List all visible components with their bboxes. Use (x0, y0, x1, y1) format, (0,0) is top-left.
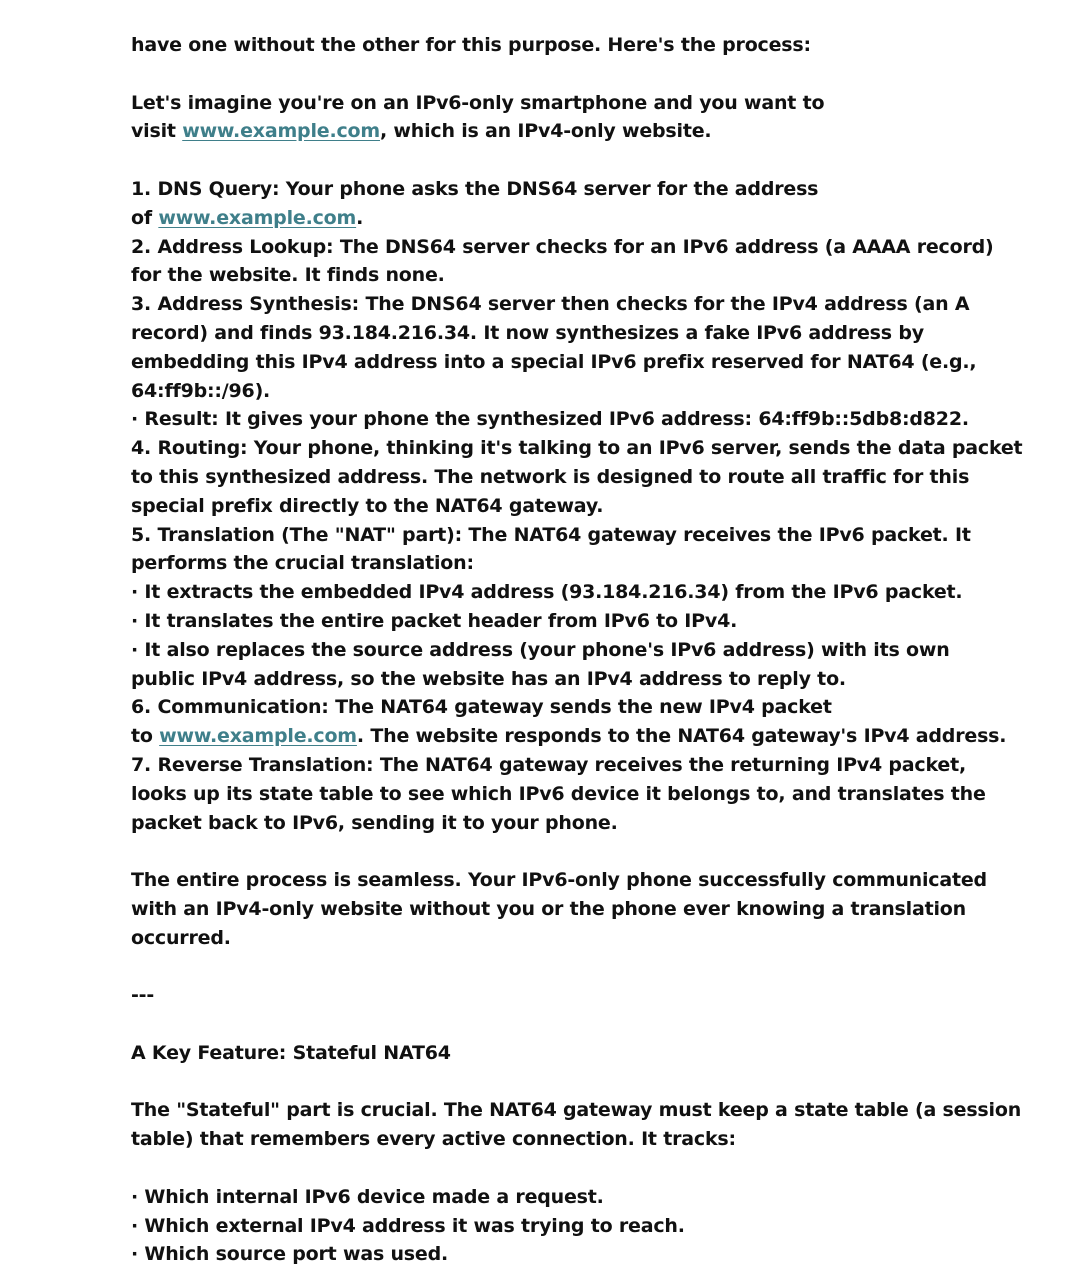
intro-line: have one without the other for this purpose. Here's the process: (131, 34, 811, 56)
step-5-bullet-2: · It translates the entire packet header from IPv6 to IPv4. (131, 609, 738, 632)
step-7-line-2: looks up its state table to see which IPv6 device it belongs to, and translates the (131, 782, 986, 805)
paragraph-gap (131, 837, 961, 866)
step-1-text-post: . (356, 206, 364, 229)
step-5-line-2: performs the crucial translation: (131, 552, 474, 575)
step-5-bullet-3-line-1: · It also replaces the source address (your phone's IPv6 address) with its own (131, 638, 950, 661)
scenario-line-2 (131, 117, 961, 146)
step-2-line-1: 2. Address Lookup: The DNS64 server checks for an IPv6 address (a AAAA record) (131, 235, 994, 258)
section-heading: A Key Feature: Stateful NAT64 (131, 1041, 451, 1064)
feature-paragraph-line-1: The "Stateful" part is crucial. The NAT64 gateway must keep a state table (a session (131, 1099, 1022, 1122)
step-5-bullet-3-line-2: public IPv4 address, so the website has an IPv4 address to reply to. (131, 667, 846, 690)
feature-bullet-2: · Which external IPv4 address it was trying to reach. (131, 1214, 685, 1237)
step-7-line-3: packet back to IPv6, sending it to your phone. (131, 811, 618, 834)
document-page (131, 31, 1023, 1269)
scenario-line-1: Let's imagine you're on an IPv6-only smartphone and you want to (131, 91, 825, 114)
step-5-bullet-1: · It extracts the embedded IPv4 address (93.184.216.34) from the IPv6 packet. (131, 581, 963, 604)
scenario-text-pre: visit (131, 120, 183, 143)
example-com-link[interactable]: www.example.com (182, 120, 380, 143)
step-6-line-2 (131, 722, 1007, 751)
feature-bullet-1: · Which internal IPv6 device made a request. (131, 1185, 604, 1208)
paragraph-gap (131, 953, 961, 982)
example-com-link[interactable]: www.example.com (159, 725, 357, 748)
scenario-text-post: , which is an IPv4-only website. (379, 120, 712, 143)
step-3-line-2: record) and finds 93.184.216.34. It now synthesizes a fake IPv6 address by (131, 321, 924, 344)
step-3-line-4: 64:ff9b::/96). (131, 379, 271, 402)
step-1-line-1: 1. DNS Query: Your phone asks the DNS64 server for the address (131, 177, 819, 200)
paragraph-gap (131, 1154, 961, 1183)
paragraph-gap (131, 1010, 961, 1039)
step-1-line-2 (131, 204, 961, 233)
step-2-line-2: for the website. It finds none. (131, 264, 445, 287)
step-3-line-3: embedding this IPv4 address into a special IPv6 prefix reserved for NAT64 (e.g., (131, 350, 977, 373)
feature-bullet-3: · Which source port was used. (131, 1243, 449, 1266)
summary-line-3: occurred. (131, 926, 231, 949)
step-6-text-pre: to (131, 725, 160, 748)
summary-line-2: with an IPv4-only website without you or the phone ever knowing a translation (131, 897, 966, 920)
step-4-line-3: special prefix directly to the NAT64 gateway. (131, 494, 604, 517)
step-3-line-1: 3. Address Synthesis: The DNS64 server then checks for the IPv4 address (an A (131, 293, 970, 316)
paragraph-gap (131, 60, 961, 89)
section-divider: --- (131, 984, 155, 1007)
paragraph-gap (131, 1068, 961, 1097)
step-4-line-1: 4. Routing: Your phone, thinking it's talking to an IPv6 server, sends the data packet (131, 437, 1023, 460)
feature-paragraph-line-2: table) that remembers every active connection. It tracks: (131, 1128, 736, 1151)
step-4-line-2: to this synthesized address. The network is designed to route all traffic for this (131, 465, 970, 488)
step-3-result-bullet: · Result: It gives your phone the synthesized IPv6 address: 64:ff9b::5db8:d822. (131, 408, 969, 431)
step-7-line-1: 7. Reverse Translation: The NAT64 gateway receives the returning IPv4 packet, (131, 753, 967, 776)
summary-line-1: The entire process is seamless. Your IPv6-only phone successfully communicated (131, 869, 987, 892)
step-6-line-1: 6. Communication: The NAT64 gateway sends the new IPv4 packet (131, 696, 832, 719)
step-1-text-pre: of (131, 206, 159, 229)
step-6-text-post: . The website responds to the NAT64 gateway's IPv4 address. (356, 725, 1007, 748)
step-5-line-1: 5. Translation (The "NAT" part): The NAT64 gateway receives the IPv6 packet. It (131, 523, 971, 546)
example-com-link[interactable]: www.example.com (158, 206, 357, 229)
paragraph-gap (131, 146, 961, 175)
